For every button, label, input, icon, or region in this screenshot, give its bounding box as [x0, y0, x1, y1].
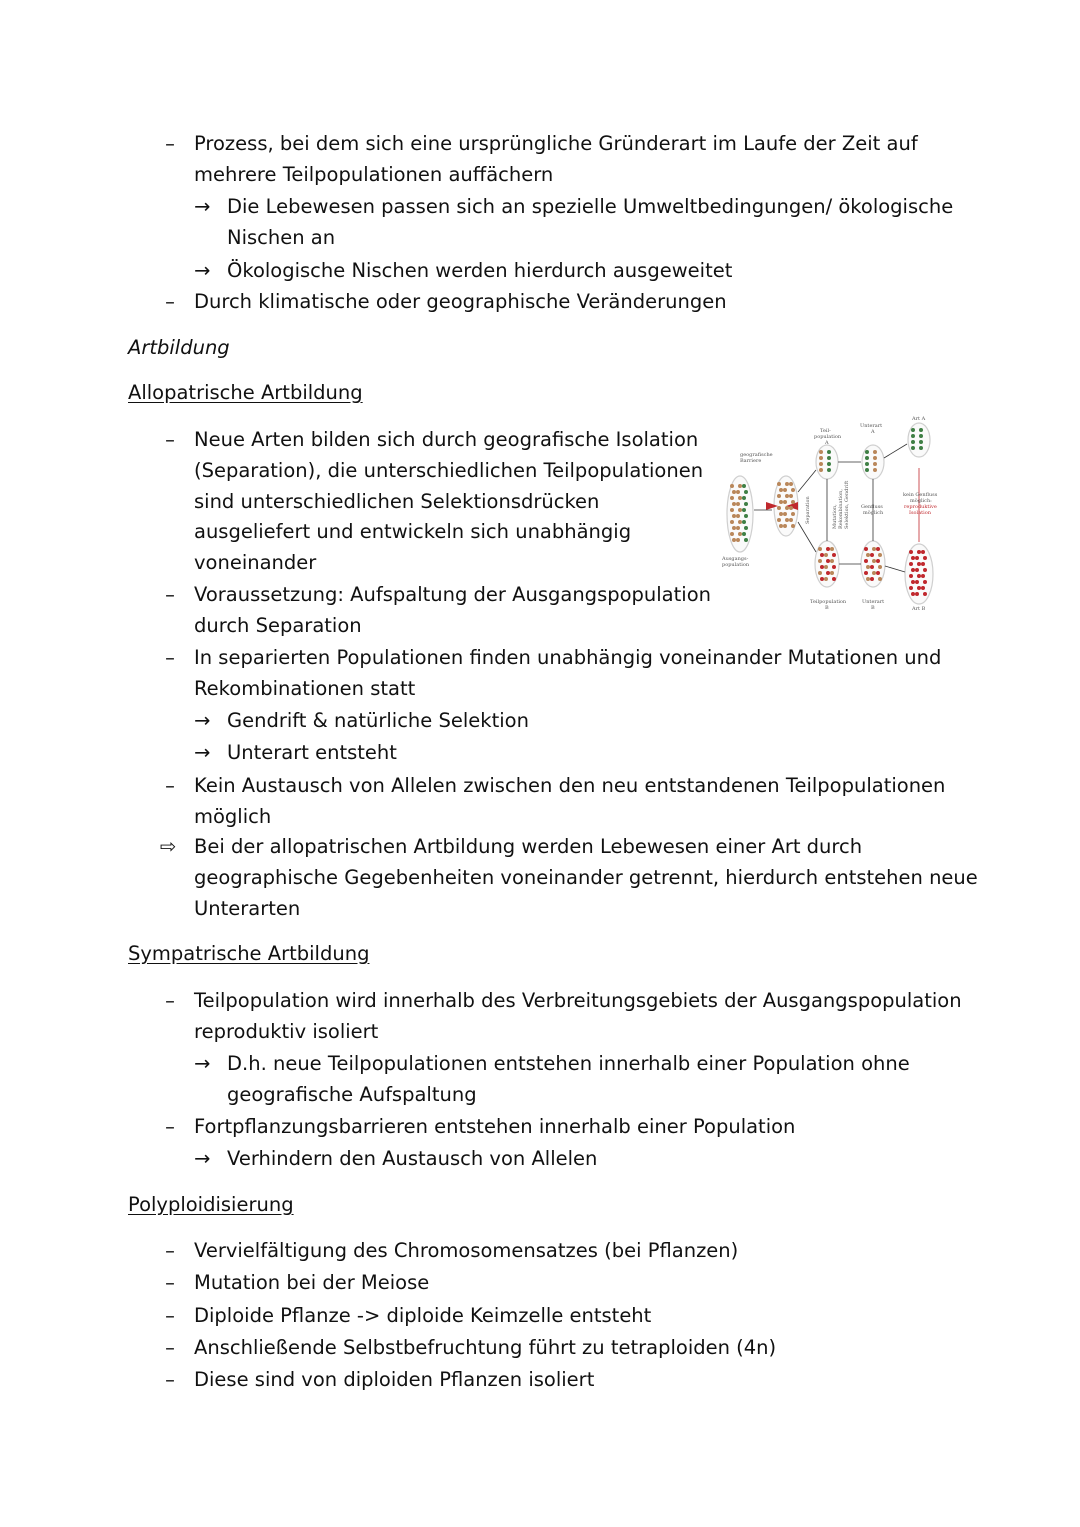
organism-dot — [785, 482, 789, 486]
bullet-text: Mutation bei der Meiose — [194, 1271, 430, 1294]
organism-dot — [866, 577, 870, 581]
organism-dot — [818, 559, 822, 563]
diagram-label: möglich: — [910, 498, 932, 504]
organism-dot — [923, 592, 927, 596]
arrow-icon: → — [194, 259, 211, 282]
arrow-icon: → — [194, 1052, 211, 1075]
organism-dot — [738, 508, 742, 512]
allopatric-speciation-diagram — [718, 414, 940, 618]
bullet-dash: – — [165, 1368, 175, 1391]
diagram-label: Teil- — [820, 428, 831, 434]
organism-dot — [819, 468, 823, 472]
bullet-text: mehrere Teilpopulationen auffächern — [194, 163, 554, 186]
bullet-text: Rekombinationen statt — [194, 677, 416, 700]
organism-dot — [818, 571, 822, 575]
subsection-heading: Polyploidisierung — [128, 1193, 294, 1216]
bullet-text: Prozess, bei dem sich eine ursprüngliche Gründerart im Laufe der Zeit auf — [194, 132, 918, 155]
arrow-icon: → — [194, 1147, 211, 1170]
organism-dot — [738, 484, 742, 488]
organism-dot — [919, 440, 923, 444]
organism-dot — [826, 559, 830, 563]
organism-dot — [917, 562, 921, 566]
diagram-label: reproduktive — [904, 504, 937, 510]
organism-dot — [915, 556, 919, 560]
organism-dot — [730, 508, 734, 512]
diagram-label: Art B — [912, 606, 926, 612]
organism-dot — [864, 559, 868, 563]
conclusion-text: Bei der allopatrischen Artbildung werden Lebewesen einer Art durch — [194, 835, 863, 858]
organism-dot — [777, 482, 781, 486]
organism-dot — [818, 547, 822, 551]
organism-dot — [742, 532, 746, 536]
bullet-dash: – — [165, 1271, 175, 1294]
diagram-label: population — [814, 434, 842, 440]
diagram-label: Rekombination, — [838, 489, 844, 529]
bullet-text: (Separation), die unterschiedlichen Teilpopulationen — [194, 459, 704, 482]
diagram-label: Separation — [805, 496, 811, 524]
organism-dot — [872, 559, 876, 563]
organism-dot — [915, 568, 919, 572]
sub-bullet-text: Gendrift & natürliche Selektion — [227, 709, 529, 732]
organism-dot — [911, 568, 915, 572]
organism-dot — [921, 574, 925, 578]
organism-dot — [738, 496, 742, 500]
organism-dot — [819, 456, 823, 460]
organism-dot — [832, 565, 836, 569]
organism-dot — [911, 446, 915, 450]
diagram-label: Selektion, Gendrift — [844, 480, 850, 529]
organism-dot — [865, 450, 869, 454]
organism-dot — [742, 508, 746, 512]
organism-dot — [791, 488, 795, 492]
bullet-text: reproduktiv isoliert — [194, 1020, 379, 1043]
bullet-dash: – — [165, 646, 175, 669]
organism-dot — [911, 592, 915, 596]
organism-dot — [915, 592, 919, 596]
organism-dot — [732, 538, 736, 542]
organism-dot — [791, 500, 795, 504]
organism-dot — [864, 547, 868, 551]
organism-dot — [824, 577, 828, 581]
bullet-text: ausgeliefert und entwickeln sich unabhängig — [194, 520, 632, 543]
bullet-dash: – — [165, 774, 175, 797]
diagram-label: A — [825, 440, 829, 446]
organism-dot — [909, 550, 913, 554]
organism-dot — [827, 456, 831, 460]
subsection-heading: Sympatrische Artbildung — [128, 942, 370, 965]
organism-dot — [820, 565, 824, 569]
bullet-text: Diploide Pflanze -> diploide Keimzelle entsteht — [194, 1304, 652, 1327]
bullet-text: Voraussetzung: Aufspaltung der Ausgangspopulation — [194, 583, 711, 606]
organism-dot — [865, 456, 869, 460]
conclusion-text: geographische Gegebenheiten voneinander getrennt, hierdurch entstehen neue — [194, 866, 978, 889]
arrow-icon: → — [194, 195, 211, 218]
bullet-text: Fortpflanzungsbarrieren entstehen innerhalb einer Population — [194, 1115, 796, 1138]
organism-dot — [872, 547, 876, 551]
diagram-label: B — [825, 605, 829, 611]
organism-dot — [827, 462, 831, 466]
organism-dot — [789, 482, 793, 486]
sub-bullet-text: geografische Aufspaltung — [227, 1083, 477, 1106]
organism-dot — [826, 547, 830, 551]
organism-dot — [909, 574, 913, 578]
bullet-text: Anschließende Selbstbefruchtung führt zu tetraploiden (4n) — [194, 1336, 777, 1359]
organism-dot — [791, 512, 795, 516]
organism-dot — [911, 428, 915, 432]
bullet-dash: – — [165, 1304, 175, 1327]
organism-dot — [827, 450, 831, 454]
organism-dot — [730, 520, 734, 524]
organism-dot — [919, 446, 923, 450]
organism-dot — [791, 524, 795, 528]
organism-dot — [870, 565, 874, 569]
organism-dot — [785, 518, 789, 522]
diagram-label: Mutation, — [832, 504, 838, 529]
sub-bullet-text: Nischen an — [227, 226, 336, 249]
diagram-label: Isolation — [909, 510, 931, 516]
organism-dot — [819, 450, 823, 454]
organism-dot — [830, 559, 834, 563]
diagram-label: Barriere — [740, 458, 762, 464]
organism-dot — [783, 488, 787, 492]
organism-dot — [830, 571, 834, 575]
organism-dot — [876, 571, 880, 575]
organism-dot — [866, 565, 870, 569]
bullet-text: Vervielfältigung des Chromosomensatzes (bei Pflanzen) — [194, 1239, 739, 1262]
bullet-dash: – — [165, 290, 175, 313]
organism-dot — [909, 586, 913, 590]
organism-dot — [873, 450, 877, 454]
organism-dot — [923, 580, 927, 584]
organism-dot — [732, 490, 736, 494]
organism-dot — [744, 538, 748, 542]
organism-dot — [783, 500, 787, 504]
organism-dot — [789, 494, 793, 498]
organism-dot — [819, 462, 823, 466]
diagram-label: Genfluss — [861, 504, 883, 510]
organism-dot — [864, 571, 868, 575]
unterart-a — [862, 445, 884, 479]
organism-dot — [870, 577, 874, 581]
organism-dot — [921, 550, 925, 554]
bullet-text: Kein Austausch von Allelen zwischen den neu entstandenen Teilpopulationen — [194, 774, 946, 797]
organism-dot — [744, 502, 748, 506]
organism-dot — [873, 468, 877, 472]
bullet-dash: – — [165, 1239, 175, 1262]
organism-dot — [820, 577, 824, 581]
diagram-label: Art A — [912, 416, 926, 422]
diagram-label: kein Genfluss — [903, 492, 938, 498]
diagram-label: population — [722, 562, 750, 568]
organism-dot — [742, 520, 746, 524]
organism-dot — [736, 526, 740, 530]
organism-dot — [783, 524, 787, 528]
organism-dot — [832, 577, 836, 581]
organism-dot — [917, 586, 921, 590]
arrow-icon: → — [194, 741, 211, 764]
organism-dot — [919, 434, 923, 438]
organism-dot — [779, 500, 783, 504]
organism-dot — [911, 440, 915, 444]
organism-dot — [878, 565, 882, 569]
art-a — [908, 423, 930, 457]
organism-dot — [779, 524, 783, 528]
sub-bullet-text: Die Lebewesen passen sich an spezielle Umweltbedingungen/ ökologische — [227, 195, 954, 218]
organism-dot — [777, 506, 781, 510]
organism-dot — [832, 553, 836, 557]
bullet-dash: – — [165, 1336, 175, 1359]
diagram-label: A — [871, 429, 875, 435]
organism-dot — [779, 512, 783, 516]
organism-dot — [876, 559, 880, 563]
diagram-label: B — [871, 605, 875, 611]
organism-dot — [744, 490, 748, 494]
bullet-dash: – — [165, 583, 175, 606]
organism-dot — [826, 571, 830, 575]
organism-dot — [730, 484, 734, 488]
organism-dot — [738, 520, 742, 524]
organism-dot — [730, 496, 734, 500]
organism-dot — [789, 506, 793, 510]
organism-dot — [820, 553, 824, 557]
diagram-label: Unterart — [862, 599, 885, 605]
conclusion-text: Unterarten — [194, 897, 301, 920]
organism-dot — [873, 456, 877, 460]
bullet-text: Durch klimatische oder geographische Veränderungen — [194, 290, 727, 313]
organism-dot — [917, 550, 921, 554]
sub-bullet-text: D.h. neue Teilpopulationen entstehen innerhalb einer Population ohne — [227, 1052, 910, 1075]
organism-dot — [830, 547, 834, 551]
organism-dot — [911, 434, 915, 438]
sub-bullet-text: Verhindern den Austausch von Allelen — [227, 1147, 598, 1170]
organism-dot — [872, 571, 876, 575]
organism-dot — [866, 553, 870, 557]
organism-dot — [919, 428, 923, 432]
organism-dot — [824, 553, 828, 557]
diagram-label: geografische — [740, 452, 773, 458]
organism-dot — [742, 496, 746, 500]
organism-dot — [873, 462, 877, 466]
organism-dot — [878, 553, 882, 557]
diagram-label: möglich — [863, 510, 884, 516]
organism-dot — [777, 518, 781, 522]
teilpopulation-a — [816, 445, 838, 479]
organism-dot — [789, 518, 793, 522]
organism-dot — [785, 494, 789, 498]
organism-dot — [824, 565, 828, 569]
organism-dot — [865, 462, 869, 466]
organism-dot — [921, 562, 925, 566]
bullet-dash: – — [165, 989, 175, 1012]
organism-dot — [744, 514, 748, 518]
organism-dot — [909, 562, 913, 566]
organism-dot — [732, 526, 736, 530]
organism-dot — [865, 468, 869, 472]
bullet-dash: – — [165, 1115, 175, 1138]
organism-dot — [736, 538, 740, 542]
organism-dot — [911, 580, 915, 584]
organism-dot — [730, 532, 734, 536]
arrow-icon: → — [194, 709, 211, 732]
bullet-text: Teilpopulation wird innerhalb des Verbreitungsgebiets der Ausgangspopulation — [194, 989, 962, 1012]
organism-dot — [915, 580, 919, 584]
organism-dot — [732, 502, 736, 506]
organism-dot — [878, 577, 882, 581]
organism-dot — [917, 574, 921, 578]
subsection-heading: Allopatrische Artbildung — [128, 381, 363, 404]
bullet-text: möglich — [194, 805, 272, 828]
organism-dot — [744, 526, 748, 530]
organism-dot — [779, 488, 783, 492]
organism-dot — [921, 586, 925, 590]
organism-dot — [736, 502, 740, 506]
bullet-text: In separierten Populationen finden unabhängig voneinander Mutationen und — [194, 646, 942, 669]
organism-dot — [923, 568, 927, 572]
organism-dot — [732, 514, 736, 518]
organism-dot — [742, 484, 746, 488]
bullet-text: voneinander — [194, 551, 317, 574]
organism-dot — [777, 494, 781, 498]
organism-dot — [911, 556, 915, 560]
bullet-text: Diese sind von diploiden Pflanzen isoliert — [194, 1368, 595, 1391]
organism-dot — [736, 490, 740, 494]
conclusion-arrow-icon: ⇨ — [160, 835, 177, 858]
organism-dot — [870, 553, 874, 557]
sub-bullet-text: Unterart entsteht — [227, 741, 397, 764]
diagram-label: Ausgangs- — [722, 556, 749, 562]
organism-dot — [783, 512, 787, 516]
sub-bullet-text: Ökologische Nischen werden hierdurch ausgeweitet — [227, 259, 733, 282]
organism-dot — [785, 506, 789, 510]
bullet-dash: – — [165, 428, 175, 451]
bullet-text: Neue Arten bilden sich durch geografische Isolation — [194, 428, 699, 451]
diagram-label: Unterart — [860, 423, 883, 429]
organism-dot — [876, 547, 880, 551]
organism-dot — [923, 556, 927, 560]
organism-dot — [736, 514, 740, 518]
organism-dot — [738, 532, 742, 536]
bullet-text: sind unterschiedlichen Selektionsdrücken — [194, 490, 600, 513]
bullet-dash: – — [165, 132, 175, 155]
bullet-text: durch Separation — [194, 614, 362, 637]
organism-dot — [827, 468, 831, 472]
section-heading: Artbildung — [128, 336, 230, 359]
diagram-label: Teilpopulation — [810, 599, 847, 605]
